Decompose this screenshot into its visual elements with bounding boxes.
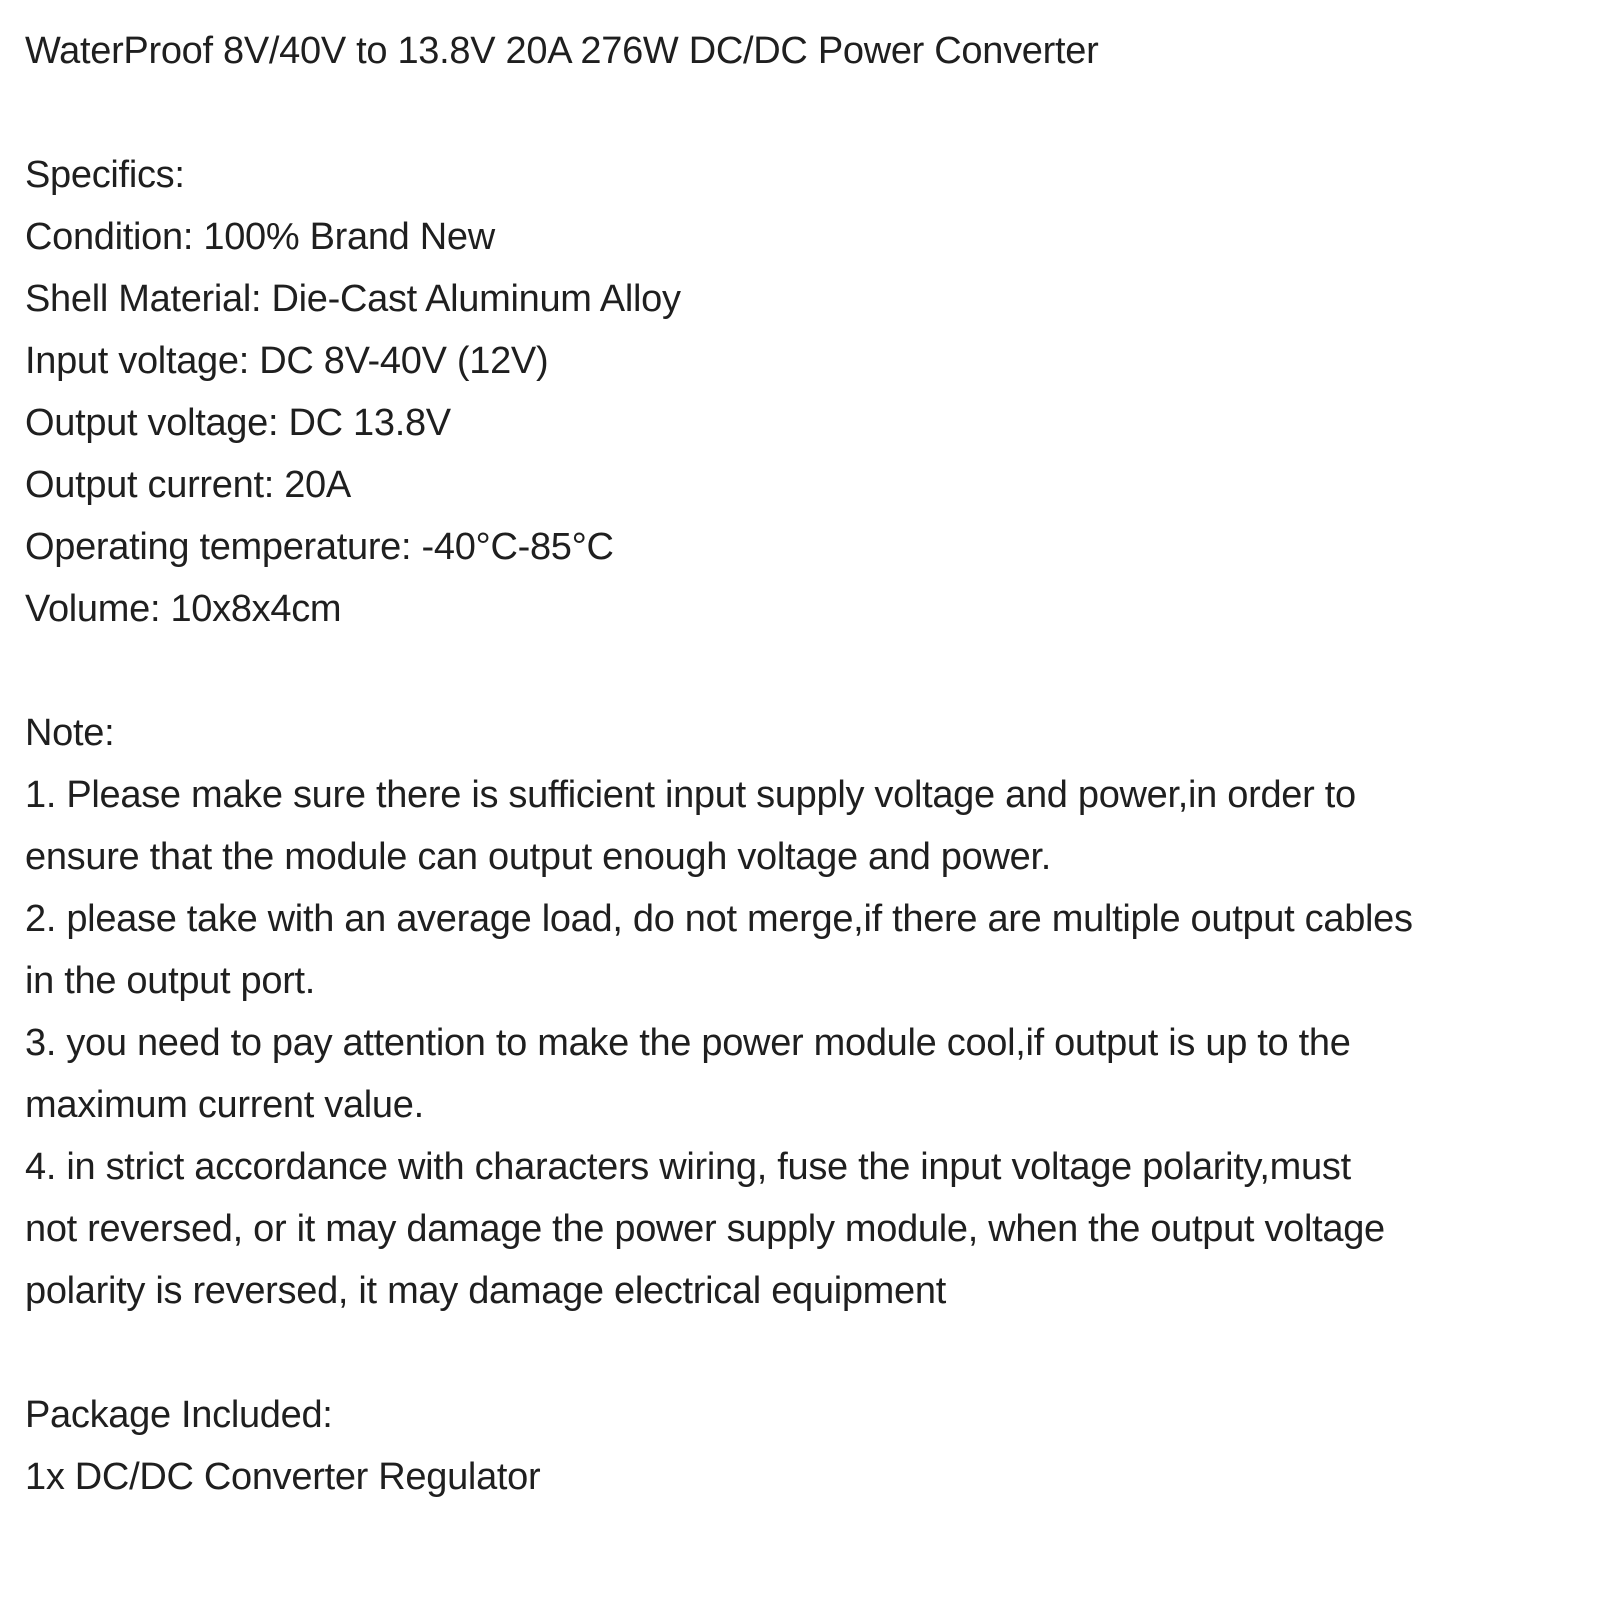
note-block — [25, 702, 1576, 1322]
package-block — [25, 1384, 1576, 1508]
note-item-2-line-2: in the output port. — [25, 960, 316, 1002]
specifics-block — [25, 144, 1576, 640]
note-item-3-line-1: 3. you need to pay attention to make the power module cool,if output is up to the — [25, 1022, 1351, 1064]
note-item-2-line-1: 2. please take with an average load, do not merge,if there are multiple output cables — [25, 898, 1413, 940]
note-item-4-line-2: not reversed, or it may damage the power supply module, when the output voltage — [25, 1208, 1385, 1250]
spec-output-current: Output current: 20A — [25, 464, 351, 506]
spec-volume: Volume: 10x8x4cm — [25, 588, 342, 630]
note-item-1-line-2: ensure that the module can output enough voltage and power. — [25, 836, 1051, 878]
package-heading: Package Included: — [25, 1394, 333, 1436]
title-block — [25, 20, 1576, 82]
spec-output-voltage: Output voltage: DC 13.8V — [25, 402, 451, 444]
specifics-heading: Specifics: — [25, 154, 185, 196]
note-item-1-line-1: 1. Please make sure there is sufficient input supply voltage and power,in order to — [25, 774, 1356, 816]
spec-condition: Condition: 100% Brand New — [25, 216, 495, 258]
note-heading: Note: — [25, 712, 115, 754]
product-title: WaterProof 8V/40V to 13.8V 20A 276W DC/DC Power Converter — [25, 30, 1099, 72]
spec-shell-material: Shell Material: Die-Cast Aluminum Alloy — [25, 278, 681, 320]
spec-input-voltage: Input voltage: DC 8V-40V (12V) — [25, 340, 549, 382]
note-item-3-line-2: maximum current value. — [25, 1084, 424, 1126]
spec-operating-temperature: Operating temperature: -40°C-85°C — [25, 526, 614, 568]
note-item-4-line-3: polarity is reversed, it may damage electrical equipment — [25, 1270, 946, 1312]
package-item: 1x DC/DC Converter Regulator — [25, 1456, 541, 1498]
note-item-4-line-1: 4. in strict accordance with characters wiring, fuse the input voltage polarity,must — [25, 1146, 1351, 1188]
